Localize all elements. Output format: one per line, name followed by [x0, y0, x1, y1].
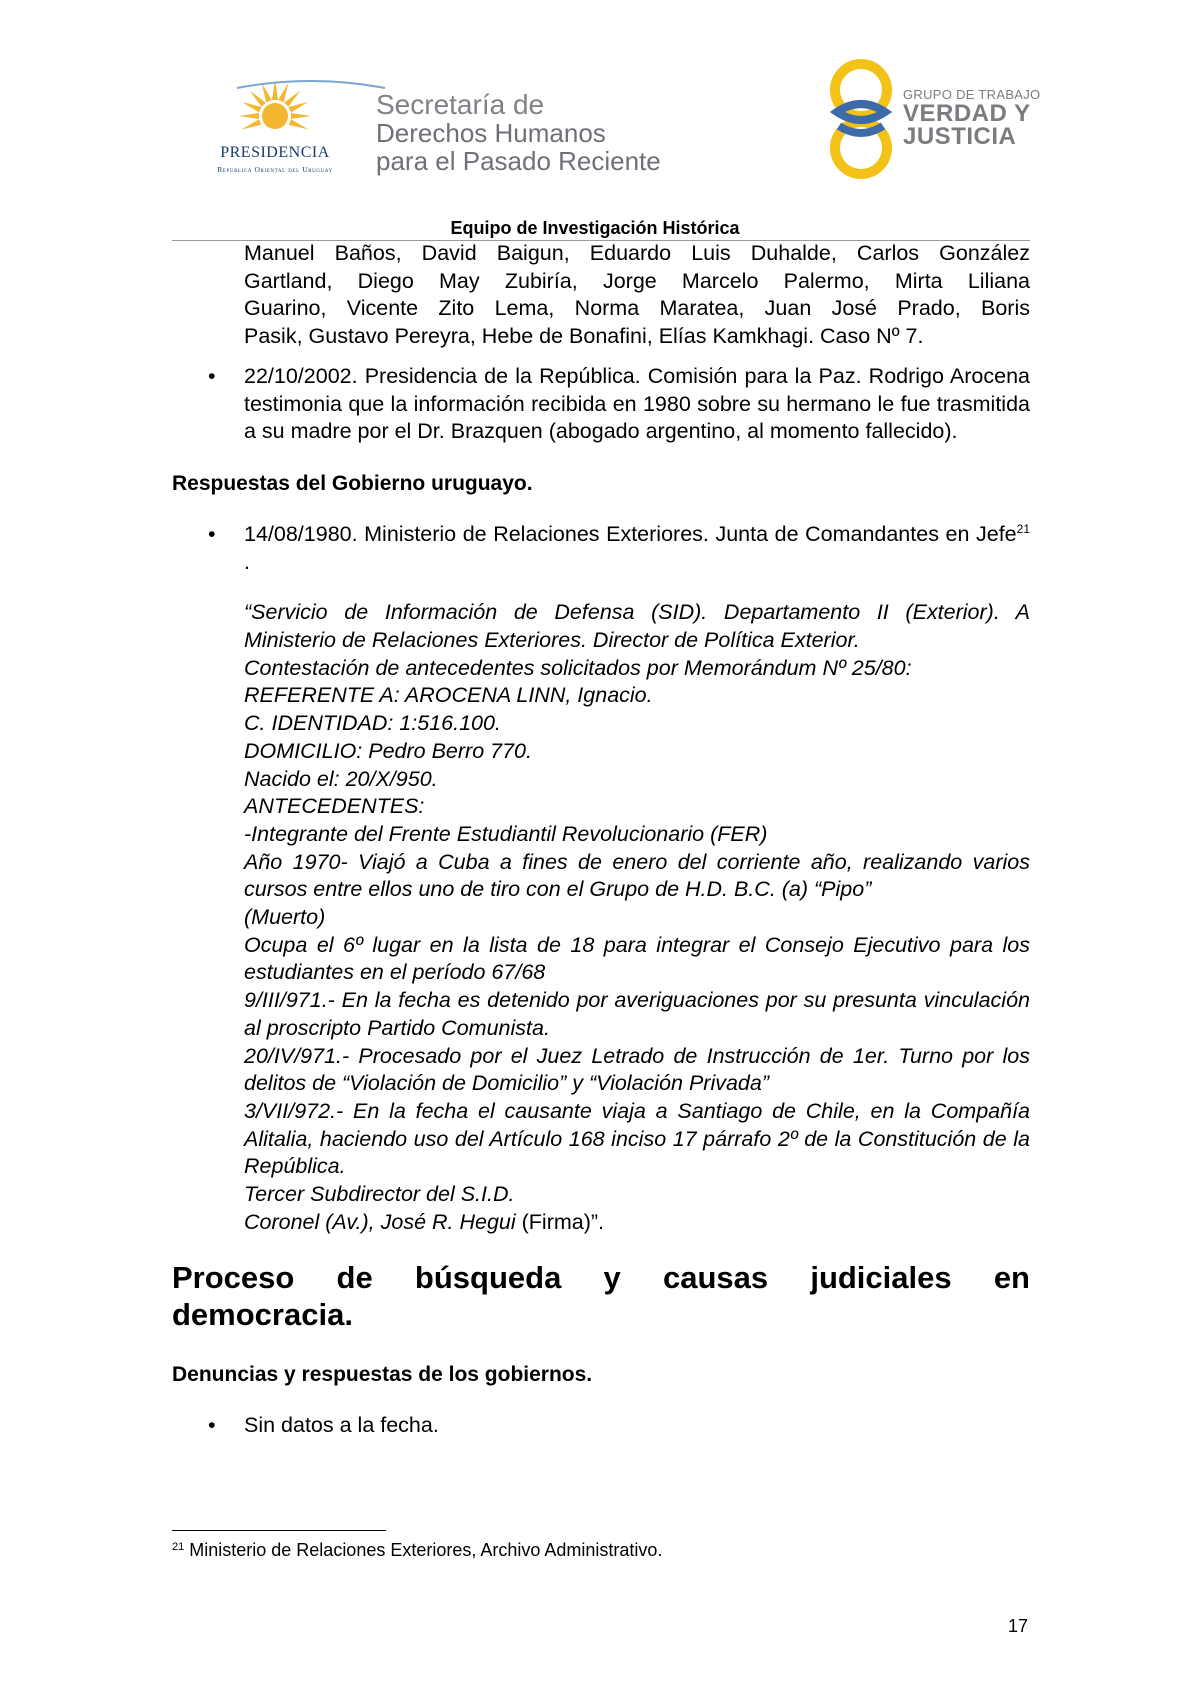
secretaria-line1: Secretaría de [376, 89, 545, 120]
signature-note: (Firma)”. [515, 1209, 605, 1234]
footnote-ref[interactable]: 21 [1016, 521, 1030, 536]
quote-line: Contestación de antecedentes solicitados por Memorándum Nº 25/80: [244, 655, 912, 680]
presidencia-logo [195, 78, 355, 178]
presidencia-name: PRESIDENCIA [220, 144, 330, 161]
team-title: Equipo de Investigación Histórica [450, 218, 740, 238]
bullet-icon: • [208, 521, 216, 546]
footnote [172, 1539, 662, 1561]
chapter-heading [172, 1259, 1030, 1333]
grupo-line3: JUSTICIA [903, 123, 1017, 150]
names-line: Gartland, Diego May Zubiría, Jorge Marcelo Palermo, Mirta Liliana [244, 268, 1030, 293]
quote-line: Ocupa el 6º lugar en la lista de 18 para integrar el Consejo Ejecutivo para los estudiantes en el período 67/68 [244, 932, 1030, 985]
bullet-text: 22/10/2002. Presidencia de la República. Comisión para la Paz. Rodrigo Arocena testimonia que la información recibida en 1980 sobre su hermano le fue trasmitida a su madre por el Dr. Brazquen (abogado argentino, al momento fallecido). [244, 363, 1030, 444]
quote-line: 20/IV/971.- Procesado por el Juez Letrado de Instrucción de 1er. Turno por los delitos de “Violación de Domicilio” y “Violación Privada” [244, 1043, 1030, 1096]
arc-divider [235, 78, 387, 90]
footnote-divider [172, 1530, 386, 1531]
footnote-text: Ministerio de Relaciones Exteriores, Archivo Administrativo. [184, 1540, 663, 1560]
bullet-text [244, 521, 1030, 576]
quote-line: (Muerto) [244, 905, 326, 930]
quote-line: 9/III/971.- En la fecha es detenido por averiguaciones por su presunta vinculación al proscripto Partido Comunista. [244, 988, 1030, 1040]
quote-line: “Servicio de Información de Defensa (SID). Departamento II (Exterior). A Ministerio de Relaciones Exteriores. Director de Política Exterior. [244, 600, 1030, 653]
quote-line: ANTECEDENTES: [244, 794, 425, 819]
signature-name: Coronel (Av.), José R. Hegui [244, 1209, 516, 1234]
quote-line: Año 1970- Viajó a Cuba a fines de enero del corriente año, realizando varios cursos entre ellos uno de tiro con el Grupo de H.D. B.C. (a) “Pipo” [244, 849, 1030, 902]
page-body [172, 240, 1030, 1439]
presidencia-subtitle: República Oriental del Uruguay [217, 165, 333, 174]
chapter-heading-line1: Proceso de búsqueda y causas judiciales en [172, 1259, 1030, 1295]
grupo-line1: GRUPO DE TRABAJO [903, 87, 1041, 102]
quote-line: Nacido el: 20/X/950. [244, 766, 438, 791]
footnote-number: 21 [172, 1541, 185, 1553]
section-heading: Denuncias y respuestas de los gobiernos. [172, 1362, 593, 1386]
page-number: 17 [1008, 1616, 1029, 1636]
bullet-text-main: 14/08/1980. Ministerio de Relaciones Exteriores. Junta de Comandantes en Jefe [244, 521, 1017, 546]
bullet-icon: • [208, 1412, 216, 1437]
secretaria-title [376, 90, 661, 175]
page-header [0, 0, 1190, 240]
grupo-line2: VERDAD Y [903, 100, 1031, 127]
list-item [172, 363, 1030, 446]
list-item [172, 521, 1030, 576]
quoted-document [172, 599, 1030, 1236]
verdad-justicia-text [903, 88, 1040, 148]
names-line: Pasik, Gustavo Pereyra, Hebe de Bonafini, Elías Kamkhagi. Caso Nº 7. [244, 324, 924, 349]
bullet-text-end: . [244, 549, 250, 574]
quote-line: 3/VII/972.- En la fecha el causante viaja a Santiago de Chile, en la Compañía Alitalia, haciendo uso del Artículo 168 inciso 17 párrafo 2º de la Constitución de la República. [244, 1098, 1030, 1179]
secretaria-line2: Derechos Humanos [376, 118, 606, 148]
quote-line: -Integrante del Frente Estudiantil Revolucionario (FER) [244, 821, 768, 846]
bullet-text: Sin datos a la fecha. [244, 1412, 439, 1437]
secretaria-line3: para el Pasado Reciente [376, 146, 661, 176]
bullet-icon: • [208, 363, 216, 388]
names-line: Guarino, Vicente Zito Lema, Norma Maratea, Juan José Prado, Boris [244, 296, 1030, 321]
quote-signature [244, 1209, 1030, 1237]
section-heading: Respuestas del Gobierno uruguayo. [172, 471, 533, 495]
names-line: Manuel Baños, David Baigun, Eduardo Luis Duhalde, Carlos González [244, 241, 1030, 265]
quote-line: REFERENTE A: AROCENA LINN, Ignacio. [244, 683, 653, 708]
quote-line: Tercer Subdirector del S.I.D. [244, 1182, 515, 1207]
quote-line: DOMICILIO: Pedro Berro 770. [244, 738, 532, 763]
chapter-heading-line2: democracia. [172, 1296, 353, 1332]
names-paragraph [172, 240, 1030, 351]
list-item [172, 1412, 1030, 1440]
quote-line: C. IDENTIDAD: 1:516.100. [244, 711, 501, 736]
verdad-justicia-logo-icon [825, 56, 897, 182]
